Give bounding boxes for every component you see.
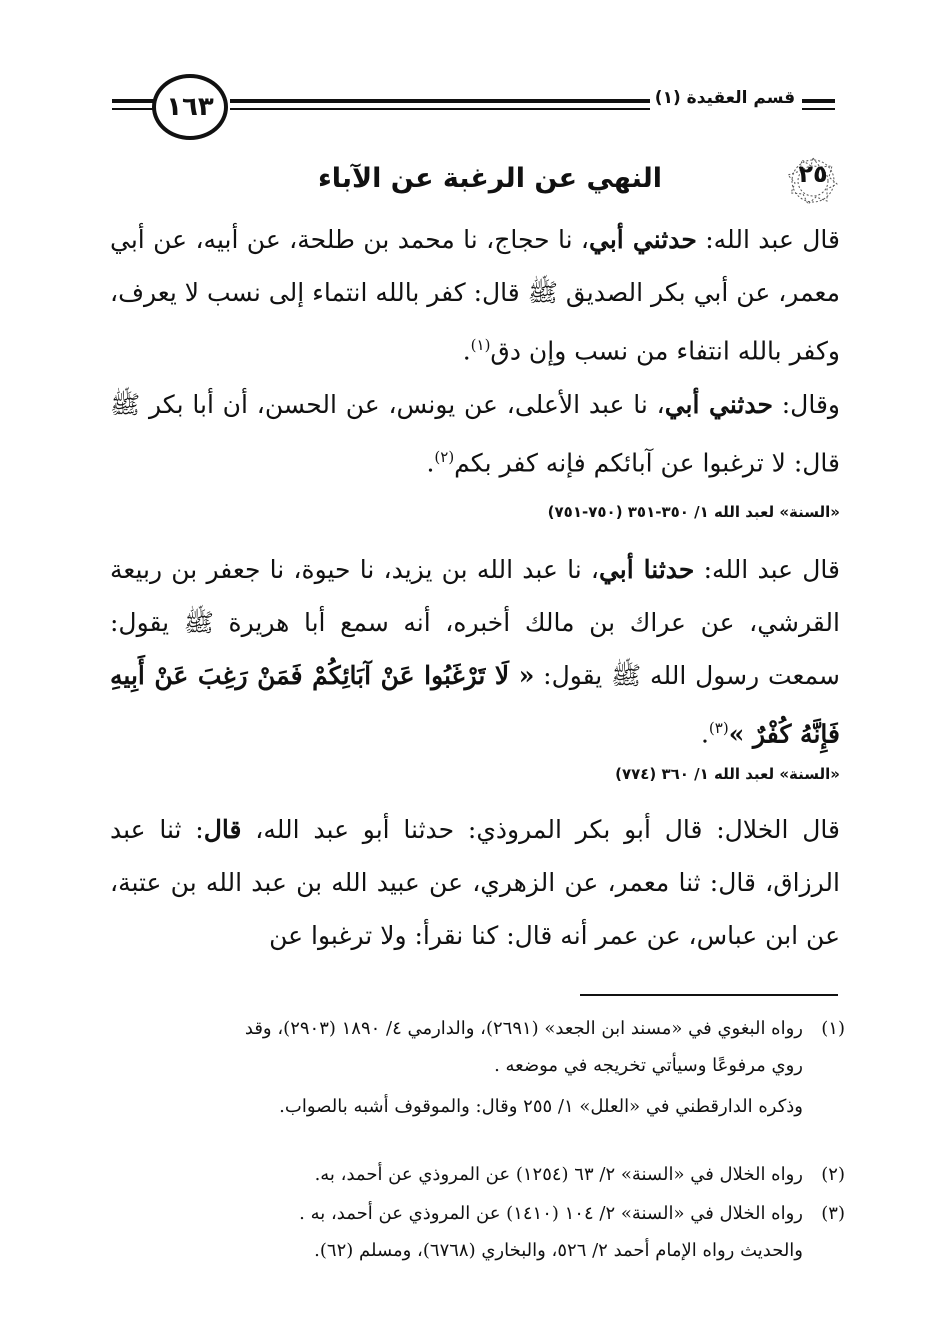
p3-hadith-quote: « لَا تَرْغَبُوا عَنْ آبَائِكُمْ فَمَنْ رَغِبَ عَنْ أَبِيهِ فَإِنَّهُ كُفْرٌ » <box>110 661 840 749</box>
footnote-1-line-1: رواه البغوي في «مسند ابن الجعد» (٢٦٩١)، والدارمي ٤/ ١٨٩٠ (٢٩٠٣)، وقد <box>244 1018 803 1039</box>
paragraph-4 <box>110 803 840 962</box>
footnote-separator <box>580 994 838 996</box>
header-rule-middle <box>230 99 650 103</box>
footnote-1-line-2: روي مرفوعًا وسيأتي تخريجه في موضعه . <box>494 1055 803 1076</box>
p4-text: : ثنا عبد الرزاق، قال: ثنا معمر، عن الزهري، عن عبيد الله بن عبد الله بن عتبة، عن ابن عباس، عن عمر أنه قال: كنا نقرأ: ولا ترغبوا عن <box>110 815 840 950</box>
running-head: قسم العقيدة (١) <box>654 88 796 108</box>
footnote-1-number: (١) <box>821 1018 845 1039</box>
source-reference-1: «السنة» لعبد الله ١/ ٣٥٠-٣٥١ (٧٥٠-٧٥١) <box>547 503 840 521</box>
p3-end: . <box>700 719 709 749</box>
p2-footnote-ref[interactable]: (٢) <box>434 448 455 466</box>
footnote-3-number: (٣) <box>821 1203 845 1224</box>
footnote-3-line-2: والحديث رواه الإمام أحمد ٢/ ٥٢٦، والبخاري (٦٧٦٨)، ومسلم (٦٢). <box>314 1240 803 1261</box>
header-rule-right <box>802 99 835 103</box>
p4-bold: قال <box>203 815 242 844</box>
paragraph-2 <box>110 378 840 489</box>
p3-isnad-bold: حدثنا أبي <box>598 555 695 584</box>
p1-text: ، نا حجاج، نا محمد بن طلحة، عن أبيه، عن أبي معمر، عن أبي بكر الصديق ﷺ قال: كفر بالله انتماء إلى نسب لا يعرف، وكفر بالله انتفاء من نسب وإن دق <box>110 225 840 366</box>
footnote-3-line-1: رواه الخلال في «السنة» ٢/ ١٠٤ (١٤١٠) عن المروذي عن أحمد، به . <box>299 1203 803 1224</box>
p4-intro: قال الخلال: قال أبو بكر المروذي: حدثنا أبو عبد الله، <box>241 815 840 844</box>
footnote-2-line-1: رواه الخلال في «السنة» ٢/ ٦٣ (١٢٥٤) عن المروذي عن أحمد، به. <box>314 1164 803 1185</box>
p3-footnote-ref[interactable]: (٣) <box>708 719 729 737</box>
source-reference-2: «السنة» لعبد الله ١/ ٣٦٠ (٧٧٤) <box>615 765 840 783</box>
p2-text: ، نا عبد الأعلى، عن يونس، عن الحسن، أن أبا بكر ﷺ قال: لا ترغبوا عن آبائكم فإنه كفر بكم <box>110 390 840 478</box>
chapter-number: ٢٥ <box>798 160 828 188</box>
chapter-title: النهي عن الرغبة عن الآباء <box>317 163 663 194</box>
header-rule-right-thin <box>802 108 835 110</box>
paragraph-1 <box>110 213 840 377</box>
p2-end: . <box>426 448 435 478</box>
p1-intro: قال عبد الله: <box>696 225 840 254</box>
footnote-3 <box>110 1195 845 1269</box>
p1-footnote-ref[interactable]: (١) <box>470 336 491 354</box>
footnote-1 <box>110 1010 845 1125</box>
header-rule-middle-thin <box>230 108 650 110</box>
p3-text: ، نا عبد الله بن يزيد، نا حيوة، نا جعفر بن ربيعة القرشي، عن عراك بن مالك أخبره، أنه سمع أبا هريرة ﷺ يقول: سمعت رسول الله ﷺ يقول: <box>110 555 840 690</box>
footnote-2 <box>110 1156 845 1193</box>
p2-isnad-bold: حدثني أبي <box>664 390 773 419</box>
page-number: ١٦٣ <box>152 74 228 140</box>
p1-isnad-bold: حدثني أبي <box>589 225 697 254</box>
p3-intro: قال عبد الله: <box>694 555 841 584</box>
footnote-1-line-3: وذكره الدارقطني في «العلل» ١/ ٢٥٥ وقال: والموقوف أشبه بالصواب. <box>279 1096 803 1117</box>
footnote-2-number: (٢) <box>821 1164 845 1185</box>
paragraph-3 <box>110 543 840 760</box>
p1-end: . <box>462 336 471 366</box>
p2-intro: وقال: <box>772 390 840 419</box>
